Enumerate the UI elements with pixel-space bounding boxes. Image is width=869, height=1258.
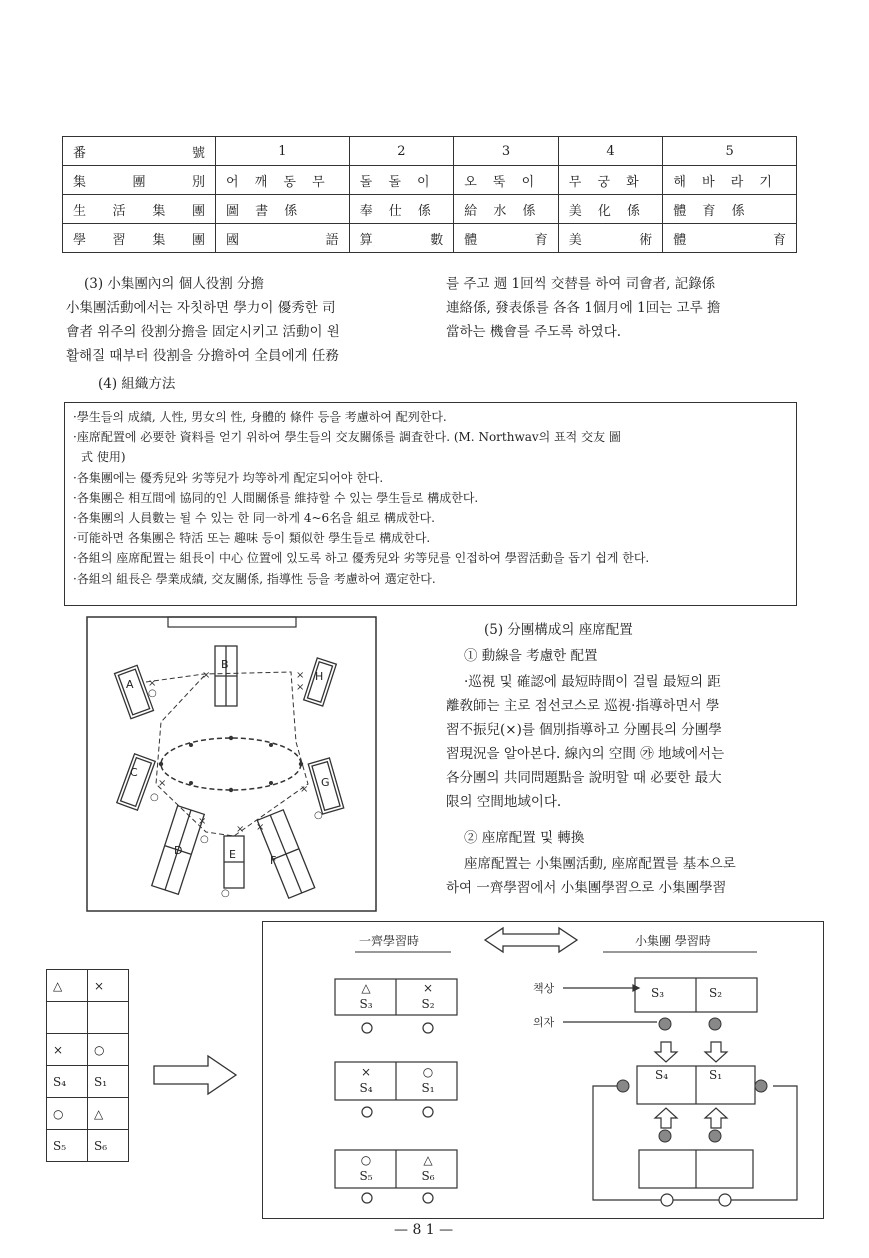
svg-text:○: ○ [221,888,230,899]
table-cell: 5 [663,137,797,166]
pair-mark: △ [423,1153,433,1167]
table-row [63,166,797,195]
table-cell: 4 [558,137,663,166]
grid-row [47,1066,129,1098]
svg-text:×: × [236,824,245,835]
table-cell: 算 數 [349,224,454,253]
grid-cell [88,1002,129,1034]
row-label: 集 團 別 [63,166,216,195]
grid-row [47,970,129,1002]
section3-left-text [66,296,426,368]
svg-text:○: ○ [150,792,159,803]
pair-mark: ○ [422,1065,434,1079]
table-cell: 美 術 [558,224,663,253]
svg-text:○: ○ [314,810,323,821]
desk-label-b: B [221,658,229,671]
section3-right-line: 連絡係, 發表係를 各各 1個月에 1回는 고루 擔 [446,300,721,316]
table-row [63,137,797,166]
group-table [62,136,797,253]
table-cell: 무 궁 화 [558,166,663,195]
grid-table [46,969,129,1162]
table-row [63,195,797,224]
section5-sub2: ② 座席配置 및 轉換 [464,830,585,846]
section5-sub1: ① 動線을 考慮한 配置 [464,648,598,664]
section5-text [446,670,806,814]
pair-mark: ○ [360,1153,372,1167]
table-cell: 體 育 係 [663,195,797,224]
desk-e [224,836,244,888]
pair-student: S₃ [359,997,373,1011]
organization-item: ·各集團은 相互間에 協同的인 人間關係를 維持할 수 있는 學生들로 構成한다. [73,490,479,505]
table-cell: 1 [216,137,350,166]
table-cell: 어 깨 동 무 [216,166,350,195]
svg-text:×: × [296,670,305,681]
svg-text:×: × [296,682,305,693]
grid-cell: × [47,1034,88,1066]
grid-cell: S₅ [47,1130,88,1162]
grid-cell: △ [47,970,88,1002]
table-cell: 奉 仕 係 [349,195,454,224]
svg-text:×: × [256,822,265,833]
pair-student: S₄ [359,1081,373,1095]
chair-label: 의자 [533,1016,555,1029]
table-cell: 給 水 係 [454,195,559,224]
grid-row [47,1034,129,1066]
organization-item: 式 使用) [81,450,126,465]
grid-cell: S₄ [47,1066,88,1098]
desk-f [257,810,314,898]
organization-item: ·學生들의 成績, 人性, 男女의 性, 身體的 條件 등을 考慮하여 配列한다. [73,410,447,424]
section5-heading: (5) 分團構成의 座席配置 [484,622,633,638]
table-cell: 오 뚝 이 [454,166,559,195]
table-row [63,224,797,253]
section3-heading: (3) 小集團內의 個人役割 分擔 [84,276,265,292]
svg-text:○: ○ [148,688,157,699]
left-title: 一齊學習時 [359,934,420,948]
pair-mark: × [360,1065,372,1079]
table-cell: 3 [454,137,559,166]
svg-text:×: × [148,678,157,689]
table-cell: 體 育 [663,224,797,253]
section4-heading: (4) 組織方法 [98,376,176,392]
right-mid-student: S₁ [709,1068,723,1082]
pair-student: S₂ [421,997,435,1011]
grid-cell: ○ [47,1098,88,1130]
desk-label-h: H [315,670,324,683]
grid-cell: × [88,970,129,1002]
seating-conversion-box [262,921,824,1219]
organization-item: ·座席配置에 必要한 資料를 얻기 위하여 學生들의 交友關係를 調査한다. (M. Northwav의 표적 交友 圖 [73,430,621,445]
grid-cell: S₆ [88,1130,129,1162]
desk-label-e: E [229,848,236,861]
pair-student: S₅ [359,1169,373,1183]
pair-mark: △ [361,981,371,995]
grid-row [47,1130,129,1162]
desk-label: 책상 [533,982,555,995]
section3-right-line: 當하는 機會를 주도록 하였다. [446,324,622,340]
organization-item: ·各組의 組長은 學業成績, 交友關係, 指導性 등을 考慮하여 選定한다. [73,571,436,586]
grid-cell: S₁ [88,1066,129,1098]
section5-line: 習不振兒(×)를 個別指導하고 分團長의 分團學 [446,722,722,738]
double-arrow-icon [485,928,577,952]
grid-row [47,1002,129,1034]
grid-cell: ○ [88,1034,129,1066]
section5-text2 [446,852,806,900]
organization-item: ·各組의 座席配置는 組長이 中心 位置에 있도록 하고 優秀兒와 劣等兒를 인접하여 學習活動을 돕기 쉽게 한다. [73,551,650,566]
svg-text:×: × [198,816,207,827]
pair-student: S₆ [421,1169,435,1183]
desk-label-a: A [126,678,134,691]
desk-label-c: C [130,766,138,779]
pair-student: S₁ [421,1081,435,1095]
section3-left-line: 小集團活動에서는 자칫하면 學力이 優秀한 司 [66,300,336,316]
section3-left-line: 활해질 때부터 役割을 分擔하여 全員에게 任務 [66,348,339,364]
row-label: 生 活 集 團 [63,195,216,224]
organization-item: ·各集團의 人員數는 될 수 있는 한 同一하게 4~6名을 組로 構成한다. [73,511,435,526]
blackboard [168,617,296,627]
section5-line: 習現況을 알아본다. 線內의 空間 ㉮ 地域에서는 [446,746,725,762]
table-cell: 美 化 係 [558,195,663,224]
section3-right-line: 를 주고 週 1回씩 交替를 하여 司會者, 記錄係 [446,276,716,292]
page-number: — 8 1 — [394,1222,454,1238]
grid-cell: △ [88,1098,129,1130]
grid-cell [47,1002,88,1034]
organization-item: ·可能하면 各集團은 特活 또는 趣味 등이 類似한 學生들로 構成한다. [73,531,431,546]
desk-label-g: G [321,776,330,789]
table-cell: 돌 돌 이 [349,166,454,195]
section5-line: ·巡視 및 確認에 最短時間이 걸릴 最短의 距 [464,674,721,690]
right-arrow-icon [152,1054,240,1096]
svg-text:○: ○ [200,834,209,845]
desk-label-f: F [270,854,277,867]
section5-line: 各分團의 共同問題點을 說明할 때 必要한 最大 [446,770,722,786]
grid-row [47,1098,129,1130]
svg-text:×: × [202,670,211,681]
table-cell: 2 [349,137,454,166]
table-cell: 圖 書 係 [216,195,350,224]
row-label: 學 習 集 團 [63,224,216,253]
seating-diagram [86,614,378,914]
right-mid-student: S₄ [655,1068,669,1082]
center-space [161,738,301,790]
section3-right-text [446,272,806,344]
organization-item: ·各集團에는 優秀兒와 劣等兒가 均等하게 配定되어야 한다. [73,470,384,485]
svg-text:×: × [300,784,309,795]
table-cell: 해 바 라 기 [663,166,797,195]
section5-line: 限의 空間地域이다. [446,794,562,810]
table-cell: 國 語 [216,224,350,253]
desk-label-d: D [174,844,183,857]
section5-line2: 하여 一齊學習에서 小集團學習으로 小集團學習 [446,880,727,896]
right-top-student: S₃ [651,986,665,1000]
section3-left-line: 會者 위주의 役割分擔을 固定시키고 活動이 원 [66,324,340,340]
section5-line2: 座席配置는 小集團活動, 座席配置를 基本으로 [464,856,736,872]
right-title: 小集團 學習時 [635,934,711,948]
right-top-student: S₂ [709,986,723,1000]
svg-text:×: × [158,778,167,789]
organization-box [64,402,797,606]
section5-line: 離敎師는 主로 점선코스로 巡視·指導하면서 學 [446,698,720,714]
pair-mark: × [422,981,434,995]
desk-b [215,646,237,706]
row-label: 番 號 [63,137,216,166]
table-cell: 體 育 [454,224,559,253]
